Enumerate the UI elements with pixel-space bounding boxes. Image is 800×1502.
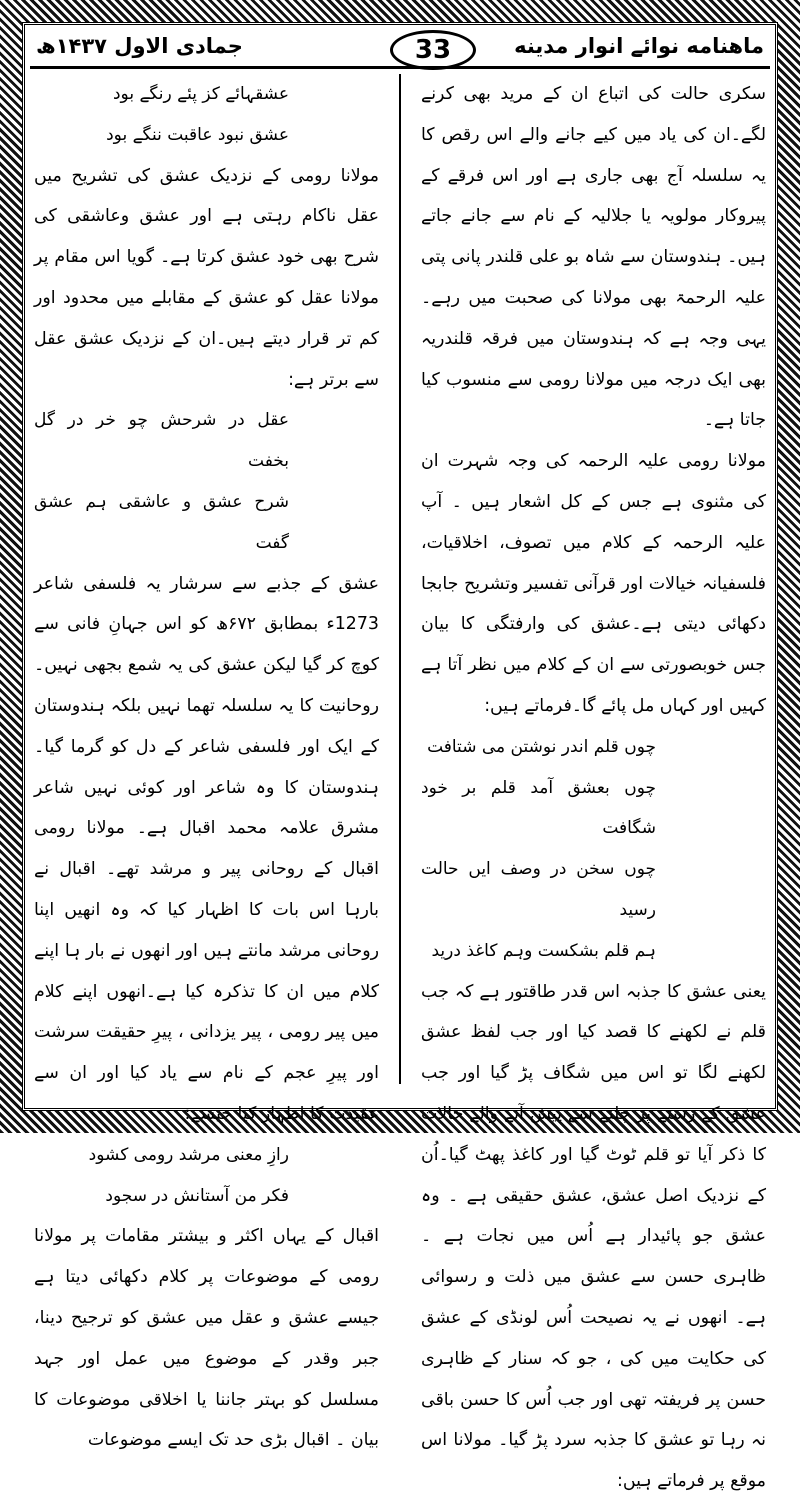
paragraph: اقبال کے یہاں اکثر و بیشتر مقامات پر مولانا رومی کے موضوعات پر کلام دکھائی دیتا ہے جیسے عشق و عقل میں عشق کو ترجیح دینا، جبر وقدر کے موضوع میں عمل اور جہد مسلسل کو بہتر جاننا یا اخلاقی موضوعات کا بیان ۔ اقبال بڑی حد تک ایسے موضوعات: [34, 1226, 379, 1451]
left-column: [34, 74, 379, 1461]
verse-line: عقل در شرحش چو خر در گل بخفت: [34, 410, 289, 472]
column-divider: [399, 74, 401, 1084]
verse-line: شرح عشق و عاشقی ہم عشق گفت: [34, 491, 289, 553]
verse-line: چوں بعشق آمد قلم بر خود شگافت: [421, 777, 656, 839]
verse-line: عشق نبود عاقبت ننگے بود: [106, 124, 289, 145]
verse-line: فکر من آستانش در سجود: [105, 1185, 289, 1206]
verse-line: رازِ معنی مرشد رومی کشود: [88, 1144, 289, 1165]
paragraph: عشق کے جذبے سے سرشار یہ فلسفی شاعر 1273ء بمطابق ۶۷۲ھ کو اس جہانِ فانی سے کوچ کر گیا لیکن عشق کی یہ شمع بجھی نہیں۔روحانیت کا یہ سلسلہ تھما نہیں بلکہ ہندوستان کے ایک اور فلسفی شاعر کے دل کو گرما گیا۔ ہندوستان کا وہ شاعر اور کوئی نہیں شاعر مشرق علامہ محمد اقبال ہے۔ مولانا رومی اقبال کے روحانی پیر و مرشد تھے۔ اقبال نے بارہا اس بات کا اظہار کیا کہ وہ انھیں اپنا روحانی مرشد مانتے ہیں اور انھوں نے بار ہا اپنے کلام میں ان کا تذکرہ کیا ہے۔انھوں اپنے کلام میں پیر رومی ، پیر یزدانی ، پیرِ حقیقت سرشت اور پیرِ عجم کے نام سے یاد کیا اور ان سے عقیدت کا اظہار کیا جیسے:: [34, 573, 379, 1124]
verse-line: عشقہائے کز پئے رنگے بود: [112, 84, 289, 104]
verse-line: چوں قلم اندر نوشتن می شتافت: [427, 736, 656, 757]
verse-line: چوں سخن در وصف ایں حالت رسید: [421, 859, 656, 920]
paragraph: مولانا رومی علیہ الرحمہ کی وجہ شہرت ان کی مثنوی ہے جس کے کل اشعار ہیں ۔ آپ علیہ الرحمہ کے کلام میں تصوف، اخلاقیات، فلسفیانہ خیالات اور قرآنی تفسیر وتشریح جابجا دکھائی دیتی ہے۔عشق کی وارفتگی کا بیان جس خوبصورتی سے ان کے کلام میں نظر آتا ہے کہیں اور کہاں مل پائے گا۔فرماتے ہیں:: [421, 451, 766, 716]
header-rule: [30, 66, 770, 69]
verse-line: ہم قلم بشکست وہم کاغذ درید: [431, 940, 656, 961]
paragraph: سکری حالت کی اتباع ان کے مرید بھی کرنے لگے۔ان کی یاد میں کیے جانے والے اس رقص کا یہ سلسلہ آج بھی جاری ہے اور اس فرقے کے پیروکار مولویہ یا جلالیہ کے نام سے جانے جاتے ہیں۔ ہندوستان سے شاہ بو علی قلندر پانی پتی علیہ الرحمۃ بھی مولانا کی صحبت میں رہے۔ یہی وجہ ہے کہ ہندوستان میں فرقہ قلندریہ بھی ایک درجہ میں مولانا رومی سے منسوب کیا جاتا ہے۔: [421, 84, 766, 431]
paragraph: یعنی عشق کا جذبہ اس قدر طاقتور ہے کہ جب قلم نے لکھنے کا قصد کیا اور جب لفظ عشق لکھنے لگا تو اس میں شگاف پڑ گیا اور جب عشق کے رستے پر چلنے سے پیش آنے والے حالات کا ذکر آیا تو قلم ٹوٹ گیا اور کاغذ پھٹ گیا۔اُن کے نزدیک اصل عشق، عشق حقیقی ہے ۔ وہ عشق جو پائیدار ہے اُس میں نجات ہے ۔ ظاہری حسن سے عشق میں ذلت و رسوائی ہے۔ انھوں نے یہ نصیحت اُس لونڈی کے عشق کی حکایت میں کی ، جو کہ سنار کے ظاہری حسن پر فریفتہ تھی اور جب اُس کا حسن باقی نہ رہا تو عشق کا جذبہ سرد پڑ گیا۔ مولانا اس موقع پر فرماتے ہیں:: [421, 981, 766, 1492]
right-column: [421, 74, 766, 1502]
page-number: 33: [390, 30, 476, 70]
paragraph: مولانا رومی کے نزدیک عشق کی تشریح میں عقل ناکام رہتی ہے اور عشق وعاشقی کی شرح بھی خود عشق کرتا ہے۔ گویا اس مقام پر مولانا عقل کو عشق کے مقابلے میں محدود اور کم تر قرار دیتے ہیں۔ان کے نزدیک عشق عقل سے برتر ہے:: [34, 165, 379, 390]
magazine-title: ماهنامه نوائے انوار مدینه: [514, 34, 764, 58]
issue-date: جمادی الاول ۱۴۳۷ھ: [36, 34, 243, 58]
page-header: [30, 30, 770, 65]
